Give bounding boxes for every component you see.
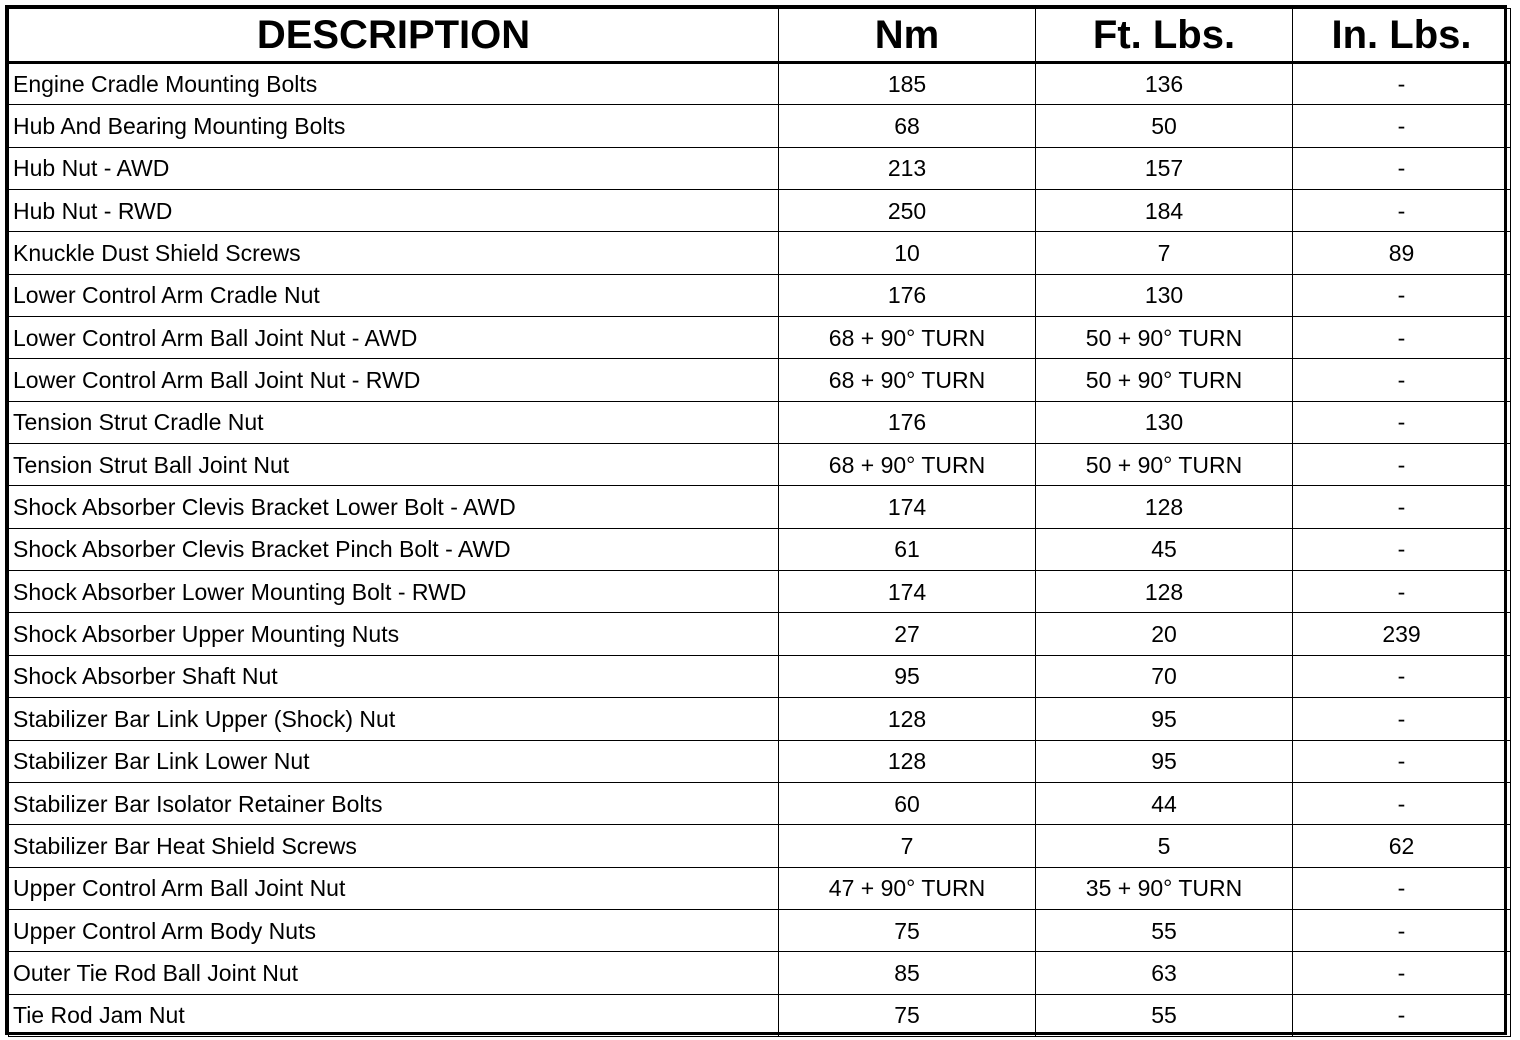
cell-description: Lower Control Arm Ball Joint Nut - AWD (9, 317, 779, 359)
table-row (9, 782, 1511, 824)
table-row (9, 232, 1511, 274)
cell-nm: 68 + 90° TURN (779, 317, 1036, 359)
cell-ft-lbs: 20 (1036, 613, 1293, 655)
cell-nm: 61 (779, 528, 1036, 570)
header-nm: Nm (779, 9, 1036, 63)
cell-description: Upper Control Arm Ball Joint Nut (9, 867, 779, 909)
cell-nm: 7 (779, 825, 1036, 867)
cell-ft-lbs: 5 (1036, 825, 1293, 867)
table-row (9, 994, 1511, 1036)
cell-nm: 68 + 90° TURN (779, 359, 1036, 401)
cell-description: Hub Nut - RWD (9, 190, 779, 232)
table-row (9, 867, 1511, 909)
table-row (9, 444, 1511, 486)
table-row (9, 105, 1511, 147)
cell-in-lbs: - (1293, 655, 1511, 697)
cell-nm: 174 (779, 486, 1036, 528)
cell-in-lbs: - (1293, 528, 1511, 570)
cell-in-lbs: - (1293, 190, 1511, 232)
cell-ft-lbs: 184 (1036, 190, 1293, 232)
cell-ft-lbs: 45 (1036, 528, 1293, 570)
cell-ft-lbs: 130 (1036, 401, 1293, 443)
cell-in-lbs: - (1293, 486, 1511, 528)
table-row (9, 359, 1511, 401)
table-row (9, 655, 1511, 697)
cell-in-lbs: - (1293, 571, 1511, 613)
table-row (9, 274, 1511, 316)
table-row (9, 740, 1511, 782)
cell-nm: 95 (779, 655, 1036, 697)
cell-description: Stabilizer Bar Heat Shield Screws (9, 825, 779, 867)
cell-ft-lbs: 128 (1036, 571, 1293, 613)
table-row (9, 952, 1511, 994)
table-row (9, 401, 1511, 443)
cell-ft-lbs: 95 (1036, 698, 1293, 740)
cell-description: Shock Absorber Clevis Bracket Lower Bolt - AWD (9, 486, 779, 528)
table-body (9, 63, 1511, 1037)
cell-ft-lbs: 35 + 90° TURN (1036, 867, 1293, 909)
cell-description: Stabilizer Bar Link Upper (Shock) Nut (9, 698, 779, 740)
table-row (9, 698, 1511, 740)
cell-description: Hub And Bearing Mounting Bolts (9, 105, 779, 147)
cell-description: Knuckle Dust Shield Screws (9, 232, 779, 274)
cell-nm: 185 (779, 63, 1036, 105)
cell-nm: 174 (779, 571, 1036, 613)
cell-in-lbs: - (1293, 994, 1511, 1036)
table-header-row (9, 9, 1511, 63)
cell-in-lbs: - (1293, 63, 1511, 105)
cell-nm: 60 (779, 782, 1036, 824)
cell-in-lbs: 239 (1293, 613, 1511, 655)
header-description: DESCRIPTION (9, 9, 779, 63)
cell-description: Stabilizer Bar Isolator Retainer Bolts (9, 782, 779, 824)
cell-in-lbs: - (1293, 359, 1511, 401)
header-in-lbs: In. Lbs. (1293, 9, 1511, 63)
cell-nm: 27 (779, 613, 1036, 655)
cell-description: Outer Tie Rod Ball Joint Nut (9, 952, 779, 994)
cell-nm: 213 (779, 147, 1036, 189)
cell-description: Lower Control Arm Cradle Nut (9, 274, 779, 316)
cell-description: Tie Rod Jam Nut (9, 994, 779, 1036)
cell-in-lbs: 89 (1293, 232, 1511, 274)
table-row (9, 613, 1511, 655)
cell-description: Lower Control Arm Ball Joint Nut - RWD (9, 359, 779, 401)
cell-description: Shock Absorber Shaft Nut (9, 655, 779, 697)
cell-in-lbs: - (1293, 740, 1511, 782)
cell-description: Shock Absorber Clevis Bracket Pinch Bolt - AWD (9, 528, 779, 570)
cell-in-lbs: - (1293, 782, 1511, 824)
cell-in-lbs: - (1293, 105, 1511, 147)
cell-nm: 47 + 90° TURN (779, 867, 1036, 909)
torque-spec-table-frame (5, 5, 1507, 1035)
table-row (9, 190, 1511, 232)
cell-ft-lbs: 7 (1036, 232, 1293, 274)
cell-nm: 75 (779, 994, 1036, 1036)
cell-description: Tension Strut Cradle Nut (9, 401, 779, 443)
cell-description: Shock Absorber Lower Mounting Bolt - RWD (9, 571, 779, 613)
cell-ft-lbs: 50 + 90° TURN (1036, 359, 1293, 401)
table-row (9, 317, 1511, 359)
cell-description: Stabilizer Bar Link Lower Nut (9, 740, 779, 782)
cell-in-lbs: - (1293, 909, 1511, 951)
cell-in-lbs: - (1293, 274, 1511, 316)
table-row (9, 147, 1511, 189)
cell-in-lbs: - (1293, 317, 1511, 359)
cell-in-lbs: - (1293, 401, 1511, 443)
cell-nm: 176 (779, 401, 1036, 443)
cell-nm: 85 (779, 952, 1036, 994)
cell-nm: 250 (779, 190, 1036, 232)
cell-ft-lbs: 63 (1036, 952, 1293, 994)
table-row (9, 825, 1511, 867)
cell-ft-lbs: 55 (1036, 994, 1293, 1036)
cell-ft-lbs: 44 (1036, 782, 1293, 824)
cell-description: Tension Strut Ball Joint Nut (9, 444, 779, 486)
cell-ft-lbs: 95 (1036, 740, 1293, 782)
cell-nm: 176 (779, 274, 1036, 316)
table-row (9, 63, 1511, 105)
cell-description: Hub Nut - AWD (9, 147, 779, 189)
cell-description: Engine Cradle Mounting Bolts (9, 63, 779, 105)
cell-ft-lbs: 70 (1036, 655, 1293, 697)
cell-nm: 68 (779, 105, 1036, 147)
cell-in-lbs: - (1293, 952, 1511, 994)
cell-description: Upper Control Arm Body Nuts (9, 909, 779, 951)
cell-in-lbs: - (1293, 147, 1511, 189)
table-row (9, 571, 1511, 613)
cell-nm: 128 (779, 698, 1036, 740)
cell-nm: 75 (779, 909, 1036, 951)
cell-ft-lbs: 157 (1036, 147, 1293, 189)
cell-in-lbs: - (1293, 444, 1511, 486)
cell-ft-lbs: 50 (1036, 105, 1293, 147)
table-row (9, 486, 1511, 528)
cell-ft-lbs: 50 + 90° TURN (1036, 444, 1293, 486)
cell-nm: 68 + 90° TURN (779, 444, 1036, 486)
cell-in-lbs: 62 (1293, 825, 1511, 867)
cell-ft-lbs: 55 (1036, 909, 1293, 951)
cell-ft-lbs: 130 (1036, 274, 1293, 316)
cell-ft-lbs: 136 (1036, 63, 1293, 105)
table-row (9, 909, 1511, 951)
cell-ft-lbs: 128 (1036, 486, 1293, 528)
cell-in-lbs: - (1293, 698, 1511, 740)
torque-spec-table (8, 8, 1511, 1037)
cell-description: Shock Absorber Upper Mounting Nuts (9, 613, 779, 655)
cell-in-lbs: - (1293, 867, 1511, 909)
table-row (9, 528, 1511, 570)
cell-nm: 10 (779, 232, 1036, 274)
cell-nm: 128 (779, 740, 1036, 782)
header-ft-lbs: Ft. Lbs. (1036, 9, 1293, 63)
cell-ft-lbs: 50 + 90° TURN (1036, 317, 1293, 359)
